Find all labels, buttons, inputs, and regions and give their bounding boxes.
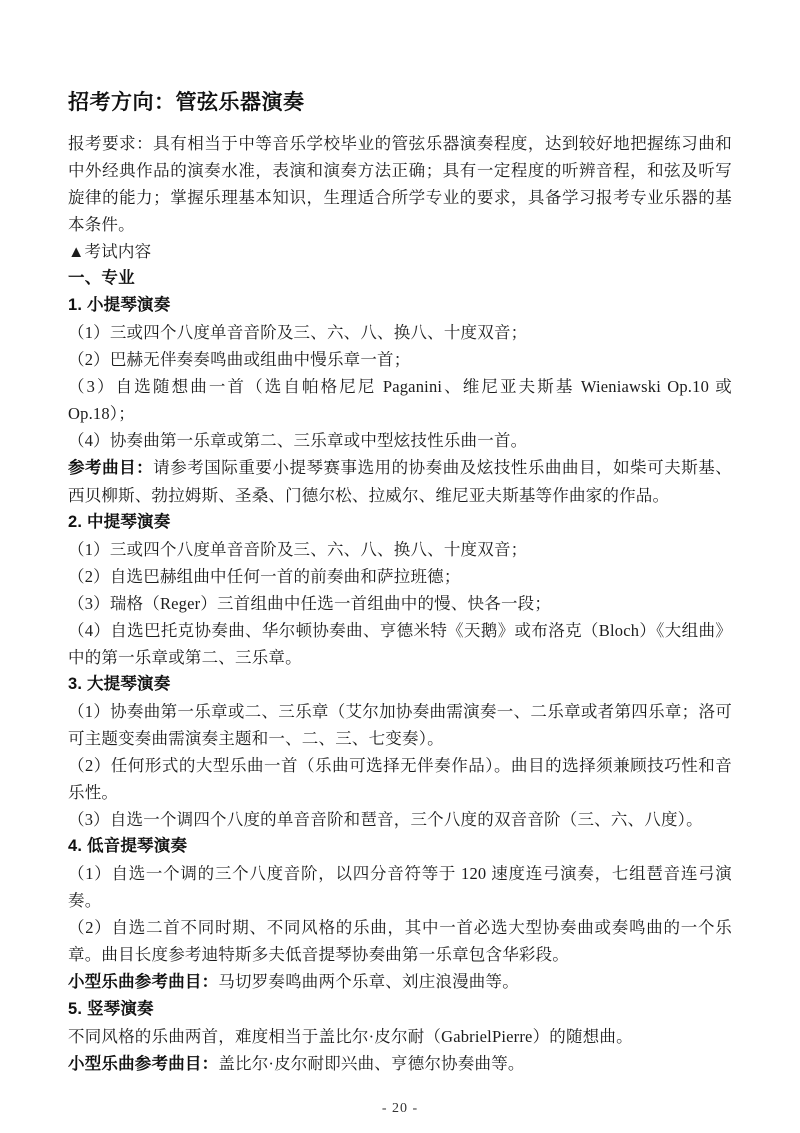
reference-note-text: 马切罗奏鸣曲两个乐章、刘庄浪漫曲等。: [218, 972, 519, 991]
section-5-reference-note: [68, 1050, 732, 1078]
page-number: - 20 -: [381, 1101, 419, 1116]
section-2-item-2: （2）自选巴赫组曲中任何一首的前奏曲和萨拉班德；: [68, 567, 461, 586]
reference-note-text: 请参考国际重要小提琴赛事选用的协奏曲及炫技性乐曲曲目，如柴可夫斯基、西贝柳斯、勃拉姆斯、圣桑、门德尔松、拉威尔、维尼亚夫斯基等作曲家的作品。: [68, 458, 732, 505]
section-2-item-3: （3）瑞格（Reger）三首组曲中任选一首组曲中的慢、快各一段；: [68, 594, 552, 613]
page-title: 招考方向：管弦乐器演奏: [68, 91, 305, 114]
section-2-heading: 2. 中提琴演奏: [68, 513, 171, 531]
section-4-item-2: （2）自选二首不同时期、不同风格的乐曲，其中一首必选大型协奏曲或奏鸣曲的一个乐章。曲目长度参考迪特斯多夫低音提琴协奏曲第一乐章包含华彩段。: [68, 918, 732, 964]
reference-note-label: 小型乐曲参考曲目：: [68, 1055, 219, 1073]
section-3-item-1: （1）协奏曲第一乐章或二、三乐章（艾尔加协奏曲需演奏一、二乐章或者第四乐章；洛可可主题变奏曲需演奏主题和一、二、三、七变奏）。: [68, 702, 732, 748]
section-3-item-2: （2）任何形式的大型乐曲一首（乐曲可选择无伴奏作品）。曲目的选择须兼顾技巧性和音乐性。: [68, 756, 732, 802]
document-content: [68, 88, 732, 1078]
exam-content-marker: ▲考试内容: [68, 242, 152, 261]
section-1-item-4: （4）协奏曲第一乐章或第二、三乐章或中型炫技性乐曲一首。: [68, 431, 528, 450]
section-1-item-2: （2）巴赫无伴奏奏鸣曲或组曲中慢乐章一首；: [68, 350, 411, 369]
section-1-heading: 1. 小提琴演奏: [68, 296, 171, 314]
section-1-item-1: （1）三或四个八度单音音阶及三、六、八、换八、十度双音；: [68, 323, 528, 342]
section-4-heading: 4. 低音提琴演奏: [68, 837, 188, 855]
section-5-heading: 5. 竖琴演奏: [68, 1000, 154, 1018]
section-2-item-4: （4）自选巴托克协奏曲、华尔顿协奏曲、亨德米特《天鹅》或布洛克（Bloch）《大组曲》中的第一乐章或第二、三乐章。: [68, 621, 732, 667]
section-3-item-3: （3）自选一个调四个八度的单音音阶和琶音，三个八度的双音音阶（三、六、八度）。: [68, 810, 703, 829]
section-5-item-1: 不同风格的乐曲两首，难度相当于盖比尔·皮尔耐（GabrielPierre）的随想曲。: [68, 1027, 633, 1046]
section-2-item-1: （1）三或四个八度单音音阶及三、六、八、换八、十度双音；: [68, 540, 528, 559]
section-1-item-3: （3）自选随想曲一首（选自帕格尼尼 Paganini、维尼亚夫斯基 Wieniawski Op.10 或 Op.18）；: [68, 377, 732, 423]
part-heading: 一、专业: [68, 269, 135, 287]
reference-note-text: 盖比尔·皮尔耐即兴曲、亨德尔协奏曲等。: [218, 1054, 525, 1073]
reference-note-label: 小型乐曲参考曲目：: [68, 973, 219, 991]
reference-note-label: 参考曲目：: [68, 459, 154, 477]
section-4-item-1: （1）自选一个调的三个八度音阶，以四分音符等于 120 速度连弓演奏，七组琶音连弓演奏。: [68, 864, 732, 910]
intro-paragraph: 报考要求：具有相当于中等音乐学校毕业的管弦乐器演奏程度，达到较好地把握练习曲和中外经典作品的演奏水准，表演和演奏方法正确；具有一定程度的听辨音程，和弦及听写旋律的能力；掌握乐理基本知识，生理适合所学专业的要求，具备学习报考专业乐器的基本条件。: [68, 134, 732, 234]
section-4-reference-note: [68, 968, 732, 996]
section-3-heading: 3. 大提琴演奏: [68, 675, 171, 693]
section-1-reference-note: [68, 454, 732, 509]
